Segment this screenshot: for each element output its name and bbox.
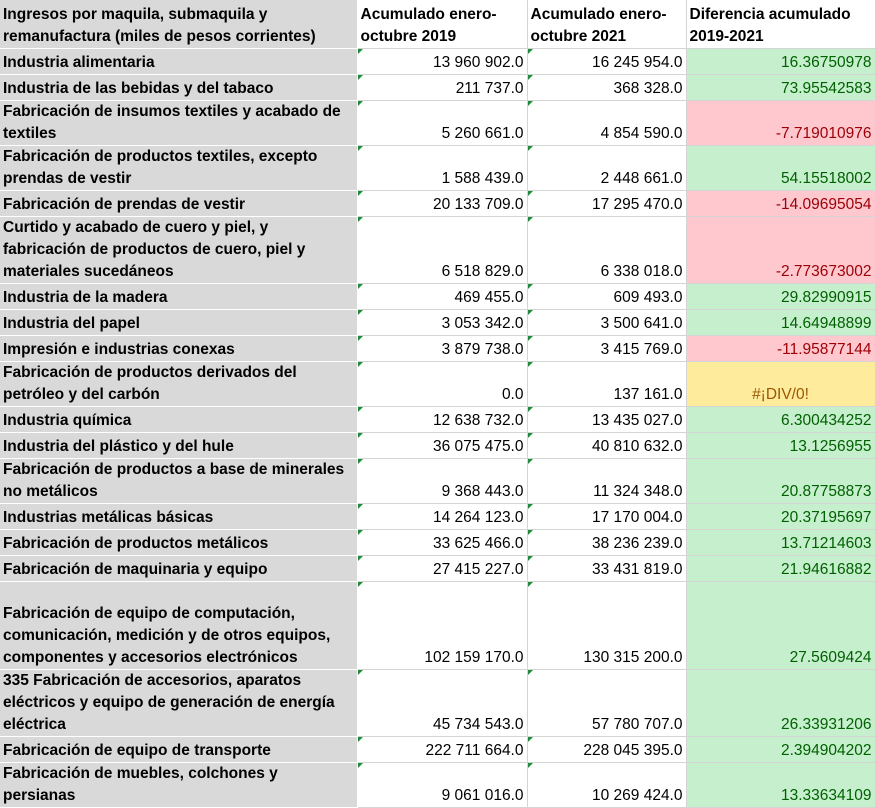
row-name-cell[interactable]: Fabricación de productos metálicos	[0, 529, 357, 555]
row-diff-cell[interactable]: 13.71214603	[686, 529, 875, 555]
row-2021-cell[interactable]: 3 500 641.0	[527, 309, 686, 335]
row-2021-cell[interactable]: 368 328.0	[527, 74, 686, 100]
row-2019-cell[interactable]: 469 455.0	[357, 283, 527, 309]
row-diff-cell[interactable]: 21.94616882	[686, 555, 875, 581]
row-2021-cell[interactable]: 33 431 819.0	[527, 555, 686, 581]
row-name-cell[interactable]: Fabricación de productos textiles, excepto prendas de vestir	[0, 145, 357, 190]
row-2019-cell[interactable]: 20 133 709.0	[357, 190, 527, 216]
table-row	[0, 406, 875, 432]
table-row	[0, 283, 875, 309]
row-2019-cell[interactable]: 0.0	[357, 361, 527, 406]
table-row	[0, 335, 875, 361]
row-2021-cell[interactable]: 130 315 200.0	[527, 581, 686, 669]
row-diff-cell[interactable]: 16.36750978	[686, 48, 875, 74]
row-diff-cell[interactable]: 20.87758873	[686, 458, 875, 503]
header-diff-cell[interactable]: Diferencia acumulado 2019-2021	[686, 0, 875, 48]
header-label-cell[interactable]: Ingresos por maquila, submaquila y remanufactura (miles de pesos corrientes)	[0, 0, 357, 48]
row-diff-cell[interactable]: #¡DIV/0!	[686, 361, 875, 406]
row-diff-cell[interactable]: -7.719010976	[686, 100, 875, 145]
row-2019-cell[interactable]: 13 960 902.0	[357, 48, 527, 74]
row-diff-cell[interactable]: -2.773673002	[686, 216, 875, 283]
row-2019-cell[interactable]: 12 638 732.0	[357, 406, 527, 432]
header-2019-cell[interactable]: Acumulado enero-octubre 2019	[357, 0, 527, 48]
row-2019-cell[interactable]: 3 879 738.0	[357, 335, 527, 361]
row-name-cell[interactable]: Industria alimentaria	[0, 48, 357, 74]
row-2019-cell[interactable]: 36 075 475.0	[357, 432, 527, 458]
row-2021-cell[interactable]: 57 780 707.0	[527, 669, 686, 736]
row-name-cell[interactable]: Fabricación de productos a base de minerales no metálicos	[0, 458, 357, 503]
table-row	[0, 145, 875, 190]
table-row	[0, 309, 875, 335]
row-2019-cell[interactable]: 27 415 227.0	[357, 555, 527, 581]
row-2021-cell[interactable]: 228 045 395.0	[527, 736, 686, 762]
row-2019-cell[interactable]: 211 737.0	[357, 74, 527, 100]
row-diff-cell[interactable]: 73.95542583	[686, 74, 875, 100]
header-row	[0, 0, 875, 48]
row-name-cell[interactable]: Fabricación de equipo de computación, comunicación, medición y de otros equipos, componentes y accesorios electrónicos	[0, 581, 357, 669]
row-name-cell[interactable]: Fabricación de productos derivados del petróleo y del carbón	[0, 361, 357, 406]
row-2019-cell[interactable]: 33 625 466.0	[357, 529, 527, 555]
row-diff-cell[interactable]: 29.82990915	[686, 283, 875, 309]
table-row	[0, 216, 875, 283]
row-2019-cell[interactable]: 9 368 443.0	[357, 458, 527, 503]
row-2021-cell[interactable]: 3 415 769.0	[527, 335, 686, 361]
row-2019-cell[interactable]: 5 260 661.0	[357, 100, 527, 145]
row-2021-cell[interactable]: 6 338 018.0	[527, 216, 686, 283]
row-name-cell[interactable]: Fabricación de prendas de vestir	[0, 190, 357, 216]
row-name-cell[interactable]: Fabricación de insumos textiles y acabado de textiles	[0, 100, 357, 145]
table-row	[0, 100, 875, 145]
row-2021-cell[interactable]: 10 269 424.0	[527, 762, 686, 807]
row-2021-cell[interactable]: 17 295 470.0	[527, 190, 686, 216]
table-row	[0, 736, 875, 762]
table-row	[0, 581, 875, 669]
row-diff-cell[interactable]: 13.1256955	[686, 432, 875, 458]
row-name-cell[interactable]: Fabricación de equipo de transporte	[0, 736, 357, 762]
row-name-cell[interactable]: Industrias metálicas básicas	[0, 503, 357, 529]
row-2021-cell[interactable]: 38 236 239.0	[527, 529, 686, 555]
row-name-cell[interactable]: Fabricación de muebles, colchones y persianas	[0, 762, 357, 807]
row-2019-cell[interactable]: 45 734 543.0	[357, 669, 527, 736]
row-name-cell[interactable]: Industria de la madera	[0, 283, 357, 309]
row-name-cell[interactable]: Impresión e industrias conexas	[0, 335, 357, 361]
row-2019-cell[interactable]: 1 588 439.0	[357, 145, 527, 190]
row-2021-cell[interactable]: 4 854 590.0	[527, 100, 686, 145]
row-2021-cell[interactable]: 137 161.0	[527, 361, 686, 406]
table-row	[0, 529, 875, 555]
row-2019-cell[interactable]: 14 264 123.0	[357, 503, 527, 529]
row-diff-cell[interactable]: 14.64948899	[686, 309, 875, 335]
row-diff-cell[interactable]: 26.33931206	[686, 669, 875, 736]
row-2021-cell[interactable]: 17 170 004.0	[527, 503, 686, 529]
row-2019-cell[interactable]: 6 518 829.0	[357, 216, 527, 283]
table-row	[0, 555, 875, 581]
row-diff-cell[interactable]: 27.5609424	[686, 581, 875, 669]
table-row	[0, 762, 875, 807]
table-row	[0, 503, 875, 529]
row-name-cell[interactable]: 335 Fabricación de accesorios, aparatos eléctricos y equipo de generación de energía eléctrica	[0, 669, 357, 736]
table-row	[0, 48, 875, 74]
table-row	[0, 458, 875, 503]
row-diff-cell[interactable]: 13.33634109	[686, 762, 875, 807]
table-row	[0, 669, 875, 736]
row-2021-cell[interactable]: 40 810 632.0	[527, 432, 686, 458]
row-name-cell[interactable]: Fabricación de maquinaria y equipo	[0, 555, 357, 581]
row-2021-cell[interactable]: 13 435 027.0	[527, 406, 686, 432]
table-row	[0, 432, 875, 458]
row-2019-cell[interactable]: 222 711 664.0	[357, 736, 527, 762]
row-name-cell[interactable]: Industria de las bebidas y del tabaco	[0, 74, 357, 100]
table-row	[0, 74, 875, 100]
row-name-cell[interactable]: Curtido y acabado de cuero y piel, y fabricación de productos de cuero, piel y materiales sucedáneos	[0, 216, 357, 283]
row-diff-cell[interactable]: 20.37195697	[686, 503, 875, 529]
row-diff-cell[interactable]: 2.394904202	[686, 736, 875, 762]
row-diff-cell[interactable]: 54.15518002	[686, 145, 875, 190]
row-2021-cell[interactable]: 16 245 954.0	[527, 48, 686, 74]
header-2021-cell[interactable]: Acumulado enero-octubre 2021	[527, 0, 686, 48]
table-row	[0, 361, 875, 406]
row-2021-cell[interactable]: 2 448 661.0	[527, 145, 686, 190]
row-2021-cell[interactable]: 11 324 348.0	[527, 458, 686, 503]
row-name-cell[interactable]: Industria del plástico y del hule	[0, 432, 357, 458]
row-2019-cell[interactable]: 102 159 170.0	[357, 581, 527, 669]
row-2019-cell[interactable]: 3 053 342.0	[357, 309, 527, 335]
row-name-cell[interactable]: Industria química	[0, 406, 357, 432]
row-diff-cell[interactable]: -14.09695054	[686, 190, 875, 216]
row-diff-cell[interactable]: -11.95877144	[686, 335, 875, 361]
row-2019-cell[interactable]: 9 061 016.0	[357, 762, 527, 807]
row-diff-cell[interactable]: 6.300434252	[686, 406, 875, 432]
row-name-cell[interactable]: Industria del papel	[0, 309, 357, 335]
table-row	[0, 190, 875, 216]
row-2021-cell[interactable]: 609 493.0	[527, 283, 686, 309]
